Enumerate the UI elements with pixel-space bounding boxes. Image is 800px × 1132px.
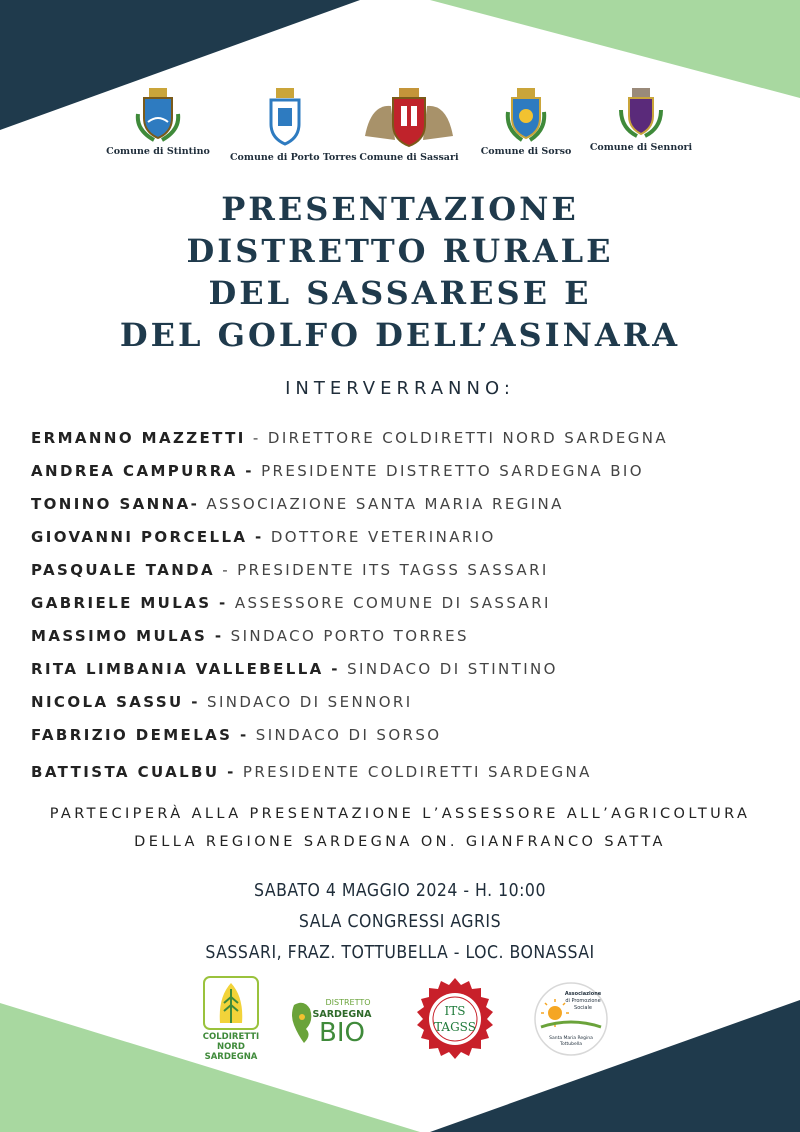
speaker-row (31, 490, 791, 523)
speaker-role: SINDACO DI SENNORI (199, 693, 413, 711)
coldiretti-line3: SARDEGNA (204, 1052, 258, 1062)
speakers-heading: INTERVERRANNO: (285, 378, 515, 399)
crest-label-stintino: Comune di Stintino (106, 146, 210, 157)
speaker-name: PASQUALE TANDA (31, 561, 216, 579)
sassari-crest-icon (361, 86, 457, 148)
association-line3: Sociale (574, 1005, 592, 1011)
speaker-name: GABRIELE MULAS - (31, 594, 228, 612)
speaker-row (31, 424, 791, 457)
speaker-row (31, 556, 791, 589)
event-details (0, 876, 800, 969)
speaker-name: GIOVANNI PORCELLA - (31, 528, 264, 546)
speaker-role: PRESIDENTE DISTRETTO SARDEGNA BIO (253, 462, 644, 480)
stintino-crest-icon (134, 86, 182, 142)
speaker-row (31, 655, 791, 688)
association-line1: Associazione (564, 991, 602, 997)
sennori-crest-icon (617, 86, 665, 138)
speaker-role: SINDACO DI SORSO (248, 726, 442, 744)
crest-label-sassari: Comune di Sassari (359, 152, 459, 163)
speaker-name: TONINO SANNA- (31, 495, 200, 513)
speaker-row (31, 622, 791, 655)
bio-mid: SARDEGNA (312, 1009, 372, 1020)
association-line2: di Promozione (565, 998, 601, 1004)
title-line: PRESENTAZIONE (221, 190, 579, 228)
participation-note (0, 800, 800, 856)
speaker-name: RITA LIMBANIA VALLEBELLA - (31, 660, 340, 678)
crest-sassari (354, 86, 464, 163)
crest-label-porto-torres: Comune di Porto Torres (230, 152, 357, 163)
title-line: DEL GOLFO DELL’ASINARA (119, 316, 681, 354)
speaker-role: PRESIDENTE COLDIRETTI SARDEGNA (235, 763, 592, 781)
speaker-role: SINDACO PORTO TORRES (223, 627, 469, 645)
santa-maria-regina-logo-icon (533, 981, 609, 1057)
its-line2: TAGSS (434, 1020, 476, 1034)
speaker-name: NICOLA SASSU - (31, 693, 200, 711)
crest-sorso (471, 86, 581, 157)
speaker-name: FABRIZIO DEMELAS - (31, 726, 249, 744)
speaker-row (31, 688, 791, 721)
speakers-list (31, 424, 791, 791)
title-line: DEL SASSARESE E (208, 274, 592, 312)
note-line: DELLA REGIONE SARDEGNA ON. GIANFRANCO SATTA (134, 834, 666, 850)
association-bottom2: Tottubella (559, 1042, 583, 1047)
its-tagss-seal-icon (412, 977, 498, 1063)
speaker-row (31, 721, 791, 754)
speaker-role: - PRESIDENTE ITS TAGSS SASSARI (215, 561, 549, 579)
coldiretti-logo-icon (196, 975, 266, 1063)
coldiretti-line2: NORD (217, 1042, 245, 1052)
speaker-row (31, 589, 791, 622)
speaker-row (31, 523, 791, 556)
association-bottom1: Santa Maria Regina (549, 1036, 593, 1041)
speaker-role: - DIRETTORE COLDIRETTI NORD SARDEGNA (245, 429, 669, 447)
bio-top: DISTRETTO (325, 998, 371, 1007)
speaker-role: DOTTORE VETERINARIO (263, 528, 496, 546)
event-title (0, 188, 800, 356)
speaker-role: ASSOCIAZIONE SANTA MARIA REGINA (199, 495, 564, 513)
event-venue: SALA CONGRESSI AGRIS (298, 912, 502, 932)
coldiretti-line1: COLDIRETTI (202, 1032, 260, 1042)
speaker-name: ERMANNO MAZZETTI (31, 429, 246, 447)
its-line1: ITS (444, 1004, 466, 1018)
bio-big: BIO (319, 1018, 365, 1045)
speaker-name: MASSIMO MULAS - (31, 627, 224, 645)
speaker-role: ASSESSORE COMUNE DI SASSARI (227, 594, 551, 612)
crest-label-sennori: Comune di Sennori (589, 142, 693, 153)
crest-stintino (103, 86, 213, 157)
crest-porto-torres (230, 86, 357, 163)
speaker-name: ANDREA CAMPURRA - (31, 462, 254, 480)
title-line: DISTRETTO RURALE (186, 232, 614, 270)
sardegna-bio-logo-icon (290, 995, 382, 1045)
speaker-row (31, 758, 791, 791)
speaker-role: SINDACO DI STINTINO (339, 660, 558, 678)
sponsor-logos (0, 975, 800, 1065)
sorso-crest-icon (504, 86, 548, 142)
event-address: SASSARI, FRAZ. TOTTUBELLA - LOC. BONASSAI (205, 943, 595, 963)
speaker-row (31, 457, 791, 490)
note-line: PARTECIPERÀ ALLA PRESENTAZIONE L’ASSESSORE ALL’AGRICOLTURA (49, 806, 751, 822)
crest-label-sorso: Comune di Sorso (480, 146, 572, 157)
crest-sennori (586, 86, 696, 153)
speaker-name: BATTISTA CUALBU - (31, 763, 236, 781)
event-date-time: SABATO 4 MAGGIO 2024 - H. 10:00 (254, 881, 546, 901)
municipal-crests (0, 86, 800, 176)
porto-torres-crest-icon (265, 86, 305, 148)
